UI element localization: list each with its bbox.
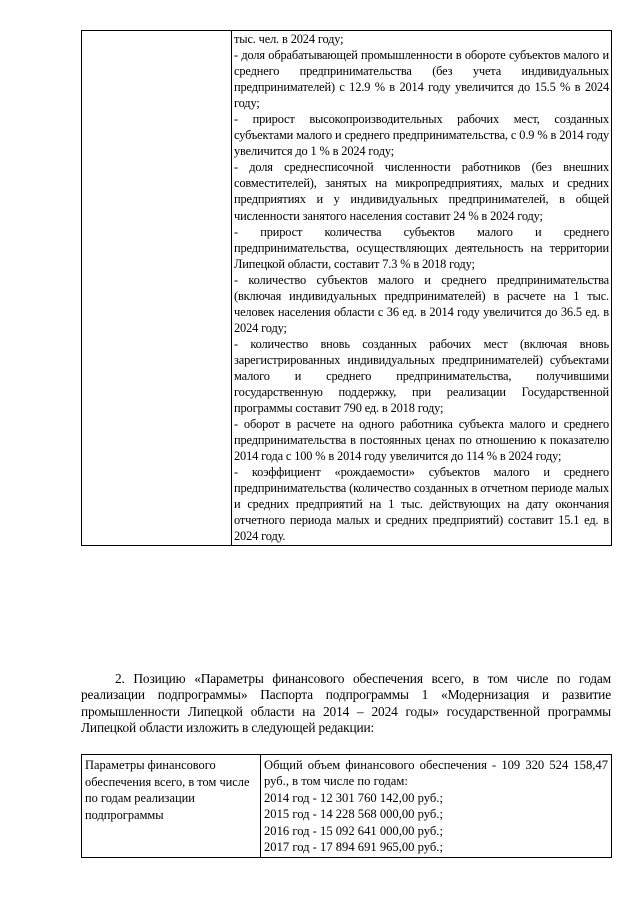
financing-total: Общий объем финансового обеспечения - 109 320 524 158,47 руб., в том числе по годам: (264, 758, 608, 789)
financing-year: 2015 год - 14 228 568 000,00 руб.; (264, 807, 443, 822)
list-item: - доля обрабатывающей промышленности в обороте субъектов малого и среднего предпринимательства (без учета индивидуальных предпринимателей) с 12.9 % в 2014 году увеличится до 15.5 % в 2024 году; (234, 48, 609, 111)
indicators-cell (232, 31, 612, 546)
financing-year: 2014 год - 12 301 760 142,00 руб.; (264, 790, 443, 805)
list-item: тыс. чел. в 2024 году; (234, 32, 344, 46)
financing-year: 2017 год - 17 894 691 965,00 руб.; (264, 840, 443, 855)
table-cell-empty (82, 31, 232, 546)
list-item: - доля среднесписочной численности работников (без внешних совместителей), занятых на микропредприятиях, малых и средних предприятиях и у индивидуальных предпринимателей, в общей численности занятого населения составит 24 % в 2024 году; (234, 160, 609, 223)
list-item: - количество субъектов малого и среднего предпринимательства (включая индивидуальных предпринимателей) в расчете на 1 тыс. человек населения области с 36 ед. в 2014 году увеличится до 36.5 ед. в 2024 году; (234, 272, 609, 335)
financing-table (81, 754, 612, 858)
table-row (82, 755, 612, 858)
financing-values-cell (261, 755, 612, 858)
amendment-paragraph: 2. Позицию «Параметры финансового обеспечения всего, в том числе по годам реализации подпрограммы» Паспорта подпрограммы 1 «Модернизация и развитие промышленности Липецкой области на 2014 – 2024 годы» государственной программы Липецкой области изложить в следующей редакции: (81, 671, 611, 736)
table-row (82, 31, 612, 546)
list-item: - количество вновь созданных рабочих мест (включая вновь зарегистрированных индивидуальных предпринимателей) субъектами малого и среднего предпринимательства, получившими государственную поддержку, при реализации Государственной программы составит 790 ед. в 2018 году; (234, 336, 609, 416)
financing-year: 2016 год - 15 092 641 000,00 руб.; (264, 823, 443, 838)
list-item: - оборот в расчете на одного работника субъекта малого и среднего предпринимательства в постоянных ценах по отношению к показателю 2014 года с 100 % в 2014 году увеличится до 114 % в 2024 году; (234, 417, 609, 464)
list-item: - коэффициент «рождаемости» субъектов малого и среднего предпринимательства (количество созданных в отчетном периоде малых и средних предприятий на 1 тыс. действующих на дату окончания отчетного периода малых и средних предприятий) составит 15.1 ед. в 2024 году. (234, 465, 609, 544)
list-item: - прирост количества субъектов малого и среднего предпринимательства, осуществляющих деятельность на территории Липецкой области, составит 7.3 % в 2018 году; (234, 224, 609, 271)
list-item: - прирост высокопроизводительных рабочих мест, созданных субъектами малого и среднего предпринимательства, с 0.9 % в 2014 году увеличится до 1 % в 2024 году; (234, 112, 609, 159)
financing-label-cell: Параметры финансового обеспечения всего, в том числе по годам реализации подпрограммы (82, 755, 261, 858)
indicator-list (234, 31, 609, 545)
indicators-table (81, 30, 612, 546)
